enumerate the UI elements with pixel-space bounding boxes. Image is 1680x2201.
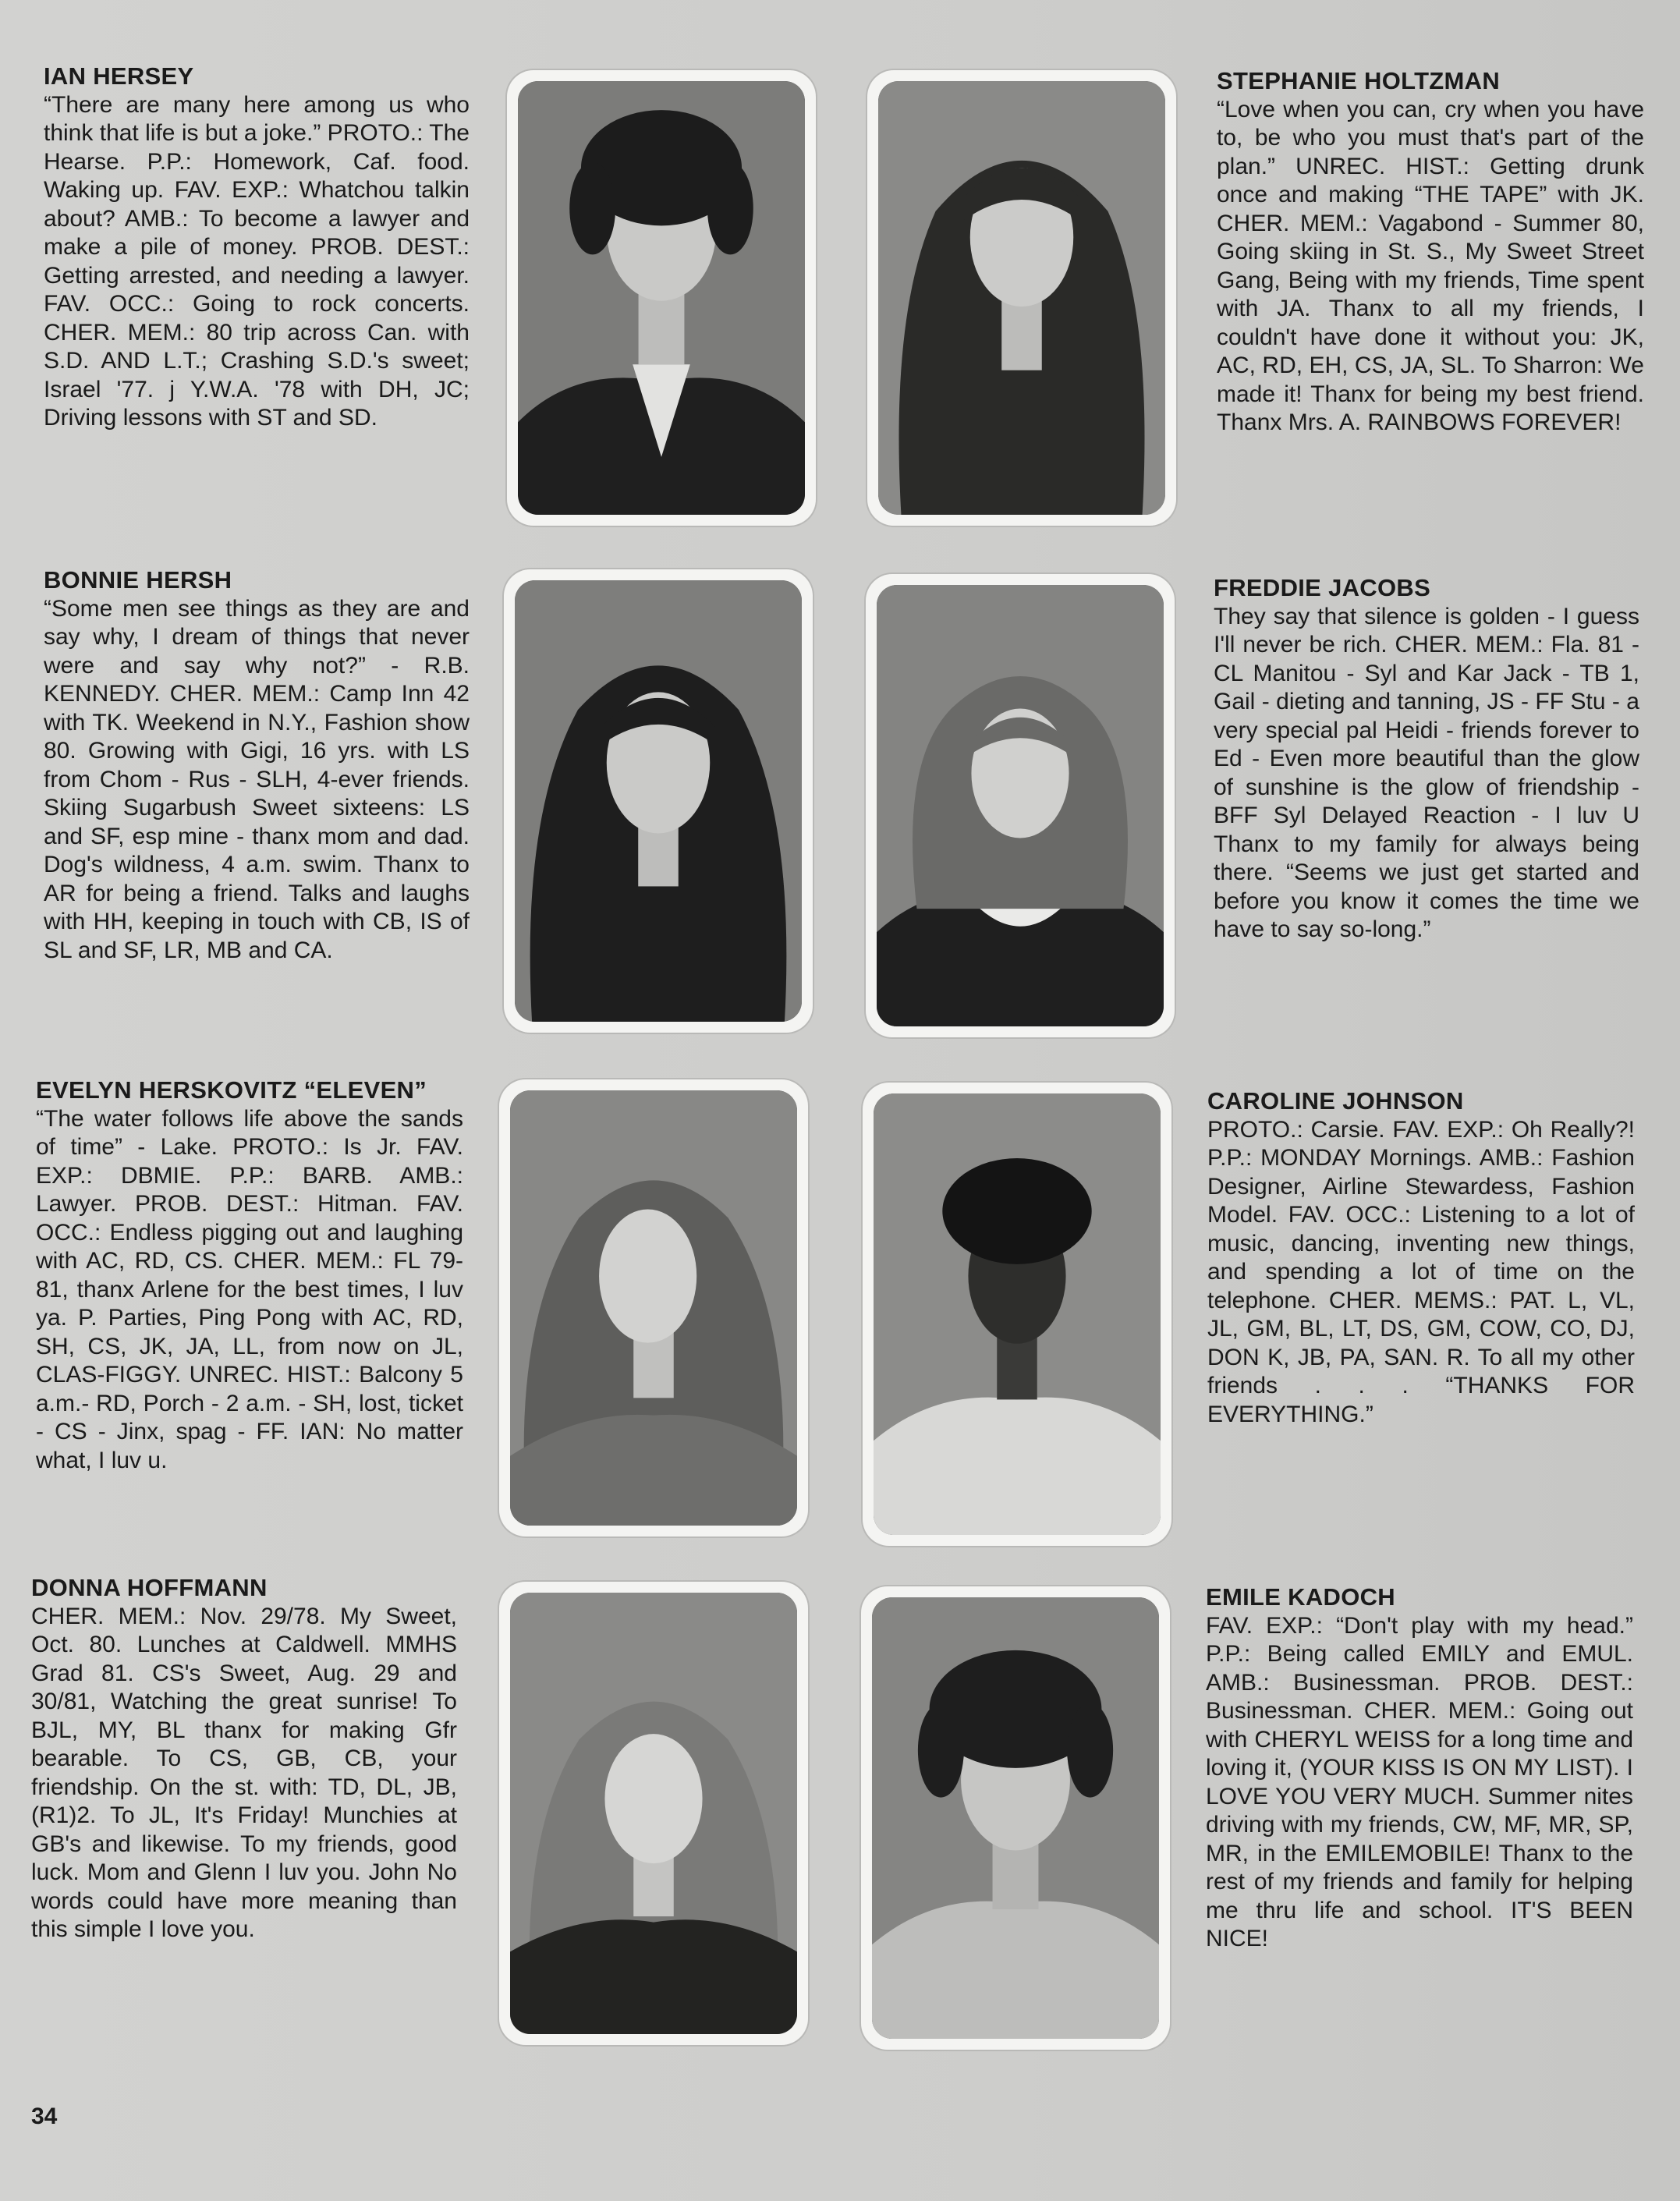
student-name: DONNA HOFFMANN bbox=[31, 1574, 268, 1601]
portrait-photo-emile-kadoch bbox=[861, 1586, 1170, 2050]
entry-donna-hoffmann bbox=[31, 1574, 457, 1944]
student-bio: “There are many here among us who think that life is but a joke.” PROTO.: The Hearse. P.P.: Homework, Caf. food. Waking up. FAV. EXP.: Whatchou talkin about? AMB.: To become a lawyer and make a pile of money. PROB. DEST.: Getting arrested, and needing a lawyer. FAV. OCC.: Going to rock concerts. CHER. MEM.: 80 trip across Can. with S.D. AND L.T.; Crashing S.D.'s sweet; Israel '77. j Y.W.A. '78 with DH, JC; Driving lessons with ST and SD. bbox=[44, 91, 470, 431]
entry-ian-hersey bbox=[44, 62, 470, 433]
entry-bonnie-hersh bbox=[44, 566, 470, 965]
portrait-photo-caroline-johnson bbox=[863, 1083, 1171, 1546]
student-name: EVELYN HERSKOVITZ “ELEVEN” bbox=[36, 1076, 427, 1104]
student-name: BONNIE HERSH bbox=[44, 566, 232, 594]
portrait-photo-freddie-jacobs bbox=[866, 574, 1175, 1037]
entry-caroline-johnson bbox=[1207, 1087, 1635, 1429]
student-bio: “Some men see things as they are and say why, I dream of things that never were and say why not?” - R.B. KENNEDY. CHER. MEM.: Camp Inn 42 with TK. Weekend in N.Y., Fashion show 80. Growing with Gigi, 16 yrs. with LS from Chom - Rus - SLH, 4-ever friends. Skiing Sugarbush Sweet sixteens: LS and SF, esp mine - thanx mom and dad. Dog's wildness, 4 a.m. swim. Thanx to AR for being a friend. Talks and laughs with HH, keeping in touch with CB, IS of SL and SF, LR, MB and CA. bbox=[44, 595, 470, 963]
portrait-photo-bonnie-hersh bbox=[504, 569, 813, 1033]
student-bio: “The water follows life above the sands of time” - Lake. PROTO.: Is Jr. FAV. EXP.: DBMIE. P.P.: BARB. AMB.: Lawyer. PROB. DEST.: Hitman. FAV. OCC.: Endless pigging out and laughing with AC, RD, CS. CHER. MEM.: FL 79-81, thanx Arlene for the best times, I luv ya. P. Parties, Ping Pong with AC, RD, SH, CS, JK, JA, LL, from now on JL, CLAS-FIGGY. UNREC. HIST.: Balcony 5 a.m.- RD, Porch - 2 a.m. - SH, lost, ticket - CS - Jinx, spag - FF. IAN: No matter what, I luv u. bbox=[36, 1105, 463, 1473]
portrait-photo-donna-hoffmann bbox=[499, 1582, 808, 2045]
student-name: EMILE KADOCH bbox=[1206, 1583, 1395, 1611]
student-name: CAROLINE JOHNSON bbox=[1207, 1087, 1464, 1115]
entry-stephanie-holtzman bbox=[1217, 67, 1644, 438]
entry-evelyn-herskovitz bbox=[36, 1076, 463, 1475]
entry-emile-kadoch bbox=[1206, 1583, 1633, 1954]
entry-freddie-jacobs bbox=[1214, 574, 1639, 945]
student-bio: FAV. EXP.: “Don't play with my head.” P.P.: Being called EMILY and EMUL. AMB.: Businessman. PROB. DEST.: Businessman. CHER. MEM.: Going out with CHERYL WEISS for a long time and loving it, (YOUR KISS IS ON MY LIST). I LOVE YOU VERY MUCH. Summer nites driving with my friends, CW, MF, MR, SP, MR, in the EMILEMOBILE! Thanx to the rest of my friends and family for helping me thru life and school. IT'S BEEN NICE! bbox=[1206, 1612, 1633, 1951]
student-bio: They say that silence is golden - I guess I'll never be rich. CHER. MEM.: Fla. 81 - CL Manitou - Syl and Kar Jack - TB 1, Gail - dieting and tanning, JS - FF Stu - a very special pal Heidi - friends forever to Ed - Even more beautiful than the glow of sunshine is the glow of friendship - BFF Syl Delayed Reaction - I luv U Thanx to my family for always being there. “Seems we just get started and before you know it comes the time we have to say so-long.” bbox=[1214, 603, 1639, 942]
portrait-photo-ian-hersey bbox=[507, 70, 816, 526]
student-bio: CHER. MEM.: Nov. 29/78. My Sweet, Oct. 80. Lunches at Caldwell. MMHS Grad 81. CS's Sweet, Aug. 29 and 30/81, Watching the great sunrise! To BJL, MY, BL thanx for making Gfr bearable. To CS, GB, CB, your friendship. On the st. with: TD, DL, JB, (R1)2. To JL, It's Friday! Munchies at GB's and likewise. To my friends, good luck. Mom and Glenn I luv you. John No words could have more meaning than this simple I love you. bbox=[31, 1603, 457, 1942]
portrait-photo-evelyn-herskovitz bbox=[499, 1079, 808, 1536]
student-name: STEPHANIE HOLTZMAN bbox=[1217, 67, 1501, 94]
page-number: 34 bbox=[31, 2104, 58, 2129]
student-name: FREDDIE JACOBS bbox=[1214, 574, 1431, 601]
student-bio: PROTO.: Carsie. FAV. EXP.: Oh Really?! P.P.: MONDAY Mornings. AMB.: Fashion Designer, Airline Stewardess, Fashion Model. FAV. OCC.: Listening to a lot of music, dancing, inventing new things, and spending a lot of time on the telephone. CHER. MEMS.: PAT. L, VL, JL, GM, BL, LT, DS, GM, COW, CO, DJ, DON K, JB, PA, SAN. R. To all my other friends . . . “THANKS FOR EVERYTHING.” bbox=[1207, 1116, 1635, 1427]
student-name: IAN HERSEY bbox=[44, 62, 194, 90]
portrait-photo-stephanie-holtzman bbox=[867, 70, 1176, 526]
student-bio: “Love when you can, cry when you have to, be who you must that's part of the plan.” UNREC. HIST.: Getting drunk once and making “THE TAPE” with JK. CHER. MEM.: Vagabond - Summer 80, Going skiing in St. S., My Sweet Street Gang, Being with my friends, Time spent with JA. Thanx to all my friends, I couldn't have done it without you: JK, AC, RD, EH, CS, JA, SL. To Sharron: We made it! Thanx for being my best friend. Thanx Mrs. A. RAINBOWS FOREVER! bbox=[1217, 96, 1644, 435]
